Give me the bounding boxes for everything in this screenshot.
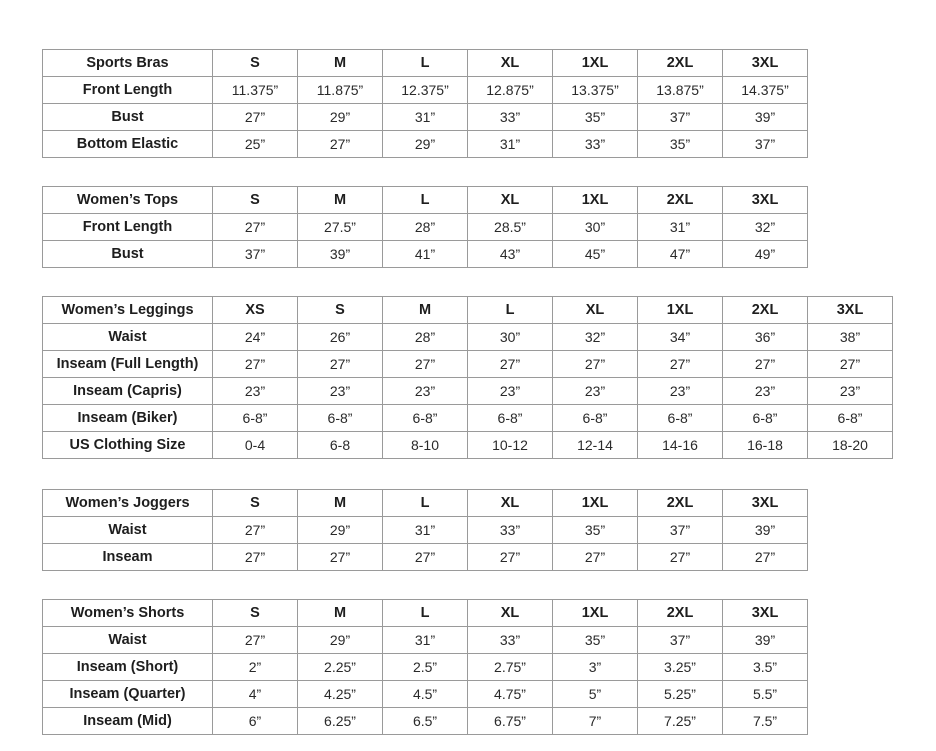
sports-bras-table [42,49,808,158]
table-row [43,77,808,104]
table-cell: 6.5” [383,708,468,735]
table-cell: 27” [723,544,808,571]
table-cell: 0-4 [213,432,298,459]
size-header: XS [213,297,298,324]
table-cell: 24” [213,324,298,351]
row-label: Inseam (Capris) [43,378,213,405]
table-row [43,544,808,571]
size-header: 3XL [808,297,893,324]
size-header: 3XL [723,490,808,517]
table-cell: 41” [383,241,468,268]
table-cell: 12.875” [468,77,553,104]
table-cell: 36” [723,324,808,351]
size-header: M [383,297,468,324]
row-label: Waist [43,324,213,351]
table-cell: 6-8” [638,405,723,432]
table-cell: 37” [723,131,808,158]
table-cell: 39” [723,627,808,654]
table-cell: 7.25” [638,708,723,735]
size-header: XL [468,187,553,214]
row-label: Inseam (Biker) [43,405,213,432]
table-cell: 31” [468,131,553,158]
table-cell: 27” [468,544,553,571]
row-label: US Clothing Size [43,432,213,459]
size-header: S [298,297,383,324]
size-header: M [298,187,383,214]
size-header: S [213,600,298,627]
table-cell: 28” [383,324,468,351]
table-cell: 5.25” [638,681,723,708]
row-label: Bust [43,241,213,268]
size-header: XL [468,600,553,627]
size-header: 2XL [638,490,723,517]
table-cell: 6-8” [383,405,468,432]
table-cell: 5.5” [723,681,808,708]
table-row [43,654,808,681]
table-cell: 38” [808,324,893,351]
table-cell: 6-8” [213,405,298,432]
womens-tops-table [42,186,808,268]
table-cell: 33” [468,627,553,654]
table-cell: 37” [638,517,723,544]
womens-shorts-table [42,599,808,735]
table-title: Women’s Joggers [43,490,213,517]
table-cell: 49” [723,241,808,268]
table-cell: 33” [468,517,553,544]
row-label: Inseam (Mid) [43,708,213,735]
table-row [43,405,893,432]
table-cell: 28.5” [468,214,553,241]
table-row [43,517,808,544]
table-cell: 11.875” [298,77,383,104]
table-cell: 8-10 [383,432,468,459]
table-cell: 30” [468,324,553,351]
row-label: Waist [43,627,213,654]
table-cell: 27” [298,544,383,571]
table-cell: 31” [638,214,723,241]
table-row [43,324,893,351]
table-row [43,241,808,268]
row-label: Inseam [43,544,213,571]
table-cell: 2.75” [468,654,553,681]
table-cell: 27” [383,351,468,378]
table-cell: 27” [553,544,638,571]
table-cell: 27” [383,544,468,571]
table-cell: 27” [213,351,298,378]
table-cell: 37” [638,627,723,654]
table-cell: 31” [383,627,468,654]
size-header: 1XL [553,490,638,517]
table-cell: 29” [383,131,468,158]
table-cell: 23” [638,378,723,405]
table-cell: 16-18 [723,432,808,459]
table-cell: 6-8 [298,432,383,459]
row-label: Inseam (Full Length) [43,351,213,378]
table-cell: 29” [298,517,383,544]
size-header: L [383,50,468,77]
table-cell: 27” [638,351,723,378]
table-cell: 6-8” [553,405,638,432]
womens-joggers-table [42,489,808,571]
table-cell: 39” [723,517,808,544]
table-cell: 3” [553,654,638,681]
row-label: Waist [43,517,213,544]
table-cell: 7” [553,708,638,735]
table-cell: 4.5” [383,681,468,708]
table-cell: 33” [553,131,638,158]
table-cell: 31” [383,104,468,131]
size-header: L [468,297,553,324]
table-cell: 32” [553,324,638,351]
table-header-row [43,50,808,77]
table-title: Women’s Leggings [43,297,213,324]
size-header: 2XL [638,600,723,627]
row-label: Bust [43,104,213,131]
table-cell: 35” [638,131,723,158]
table-cell: 34” [638,324,723,351]
table-cell: 29” [298,104,383,131]
table-row [43,432,893,459]
table-cell: 27” [213,104,298,131]
size-header: 1XL [638,297,723,324]
table-cell: 6” [213,708,298,735]
table-cell: 23” [553,378,638,405]
table-cell: 23” [808,378,893,405]
table-cell: 45” [553,241,638,268]
table-cell: 27” [723,351,808,378]
size-header: XL [468,490,553,517]
size-header: XL [468,50,553,77]
table-cell: 23” [468,378,553,405]
table-cell: 47” [638,241,723,268]
table-cell: 6-8” [808,405,893,432]
size-header: 3XL [723,187,808,214]
table-cell: 27” [638,544,723,571]
row-label: Inseam (Quarter) [43,681,213,708]
table-cell: 23” [723,378,808,405]
table-title: Women’s Shorts [43,600,213,627]
table-cell: 12.375” [383,77,468,104]
table-cell: 4” [213,681,298,708]
table-cell: 2.25” [298,654,383,681]
table-row [43,627,808,654]
table-cell: 23” [213,378,298,405]
table-cell: 37” [638,104,723,131]
size-header: L [383,187,468,214]
size-header: M [298,600,383,627]
table-cell: 27.5” [298,214,383,241]
table-header-row [43,600,808,627]
table-row [43,351,893,378]
size-header: S [213,187,298,214]
table-cell: 14-16 [638,432,723,459]
row-label: Front Length [43,214,213,241]
table-cell: 13.875” [638,77,723,104]
table-cell: 6.25” [298,708,383,735]
table-cell: 26” [298,324,383,351]
table-cell: 18-20 [808,432,893,459]
size-header: XL [553,297,638,324]
table-title: Sports Bras [43,50,213,77]
size-header: S [213,50,298,77]
table-cell: 23” [298,378,383,405]
table-cell: 27” [298,351,383,378]
size-header: 3XL [723,600,808,627]
table-row [43,378,893,405]
size-header: 2XL [638,50,723,77]
row-label: Front Length [43,77,213,104]
table-cell: 14.375” [723,77,808,104]
table-header-row [43,490,808,517]
table-cell: 27” [213,627,298,654]
table-cell: 27” [298,131,383,158]
table-cell: 27” [468,351,553,378]
table-header-row [43,297,893,324]
table-cell: 37” [213,241,298,268]
table-cell: 2.5” [383,654,468,681]
table-cell: 43” [468,241,553,268]
table-cell: 39” [298,241,383,268]
table-cell: 31” [383,517,468,544]
row-label: Inseam (Short) [43,654,213,681]
table-cell: 13.375” [553,77,638,104]
size-header: 2XL [723,297,808,324]
row-label: Bottom Elastic [43,131,213,158]
table-cell: 27” [213,214,298,241]
table-cell: 39” [723,104,808,131]
table-cell: 6-8” [723,405,808,432]
table-cell: 27” [808,351,893,378]
table-cell: 32” [723,214,808,241]
table-row [43,708,808,735]
table-cell: 4.75” [468,681,553,708]
table-row [43,214,808,241]
table-cell: 27” [213,517,298,544]
table-cell: 6.75” [468,708,553,735]
table-cell: 23” [383,378,468,405]
table-cell: 27” [213,544,298,571]
table-cell: 28” [383,214,468,241]
table-cell: 25” [213,131,298,158]
table-cell: 10-12 [468,432,553,459]
table-row [43,104,808,131]
table-cell: 12-14 [553,432,638,459]
size-header: L [383,600,468,627]
table-cell: 6-8” [298,405,383,432]
size-header: 1XL [553,600,638,627]
table-cell: 11.375” [213,77,298,104]
table-cell: 7.5” [723,708,808,735]
table-cell: 35” [553,517,638,544]
table-cell: 5” [553,681,638,708]
table-cell: 29” [298,627,383,654]
table-row [43,131,808,158]
table-cell: 27” [553,351,638,378]
size-header: 1XL [553,50,638,77]
table-cell: 3.25” [638,654,723,681]
size-header: S [213,490,298,517]
womens-leggings-table [42,296,893,459]
size-header: 1XL [553,187,638,214]
table-cell: 35” [553,104,638,131]
size-header: 2XL [638,187,723,214]
table-row [43,681,808,708]
table-cell: 2” [213,654,298,681]
table-cell: 33” [468,104,553,131]
size-header: M [298,50,383,77]
table-title: Women’s Tops [43,187,213,214]
size-header: 3XL [723,50,808,77]
table-header-row [43,187,808,214]
table-cell: 3.5” [723,654,808,681]
table-cell: 4.25” [298,681,383,708]
table-cell: 6-8” [468,405,553,432]
size-header: L [383,490,468,517]
table-cell: 30” [553,214,638,241]
table-cell: 35” [553,627,638,654]
size-header: M [298,490,383,517]
